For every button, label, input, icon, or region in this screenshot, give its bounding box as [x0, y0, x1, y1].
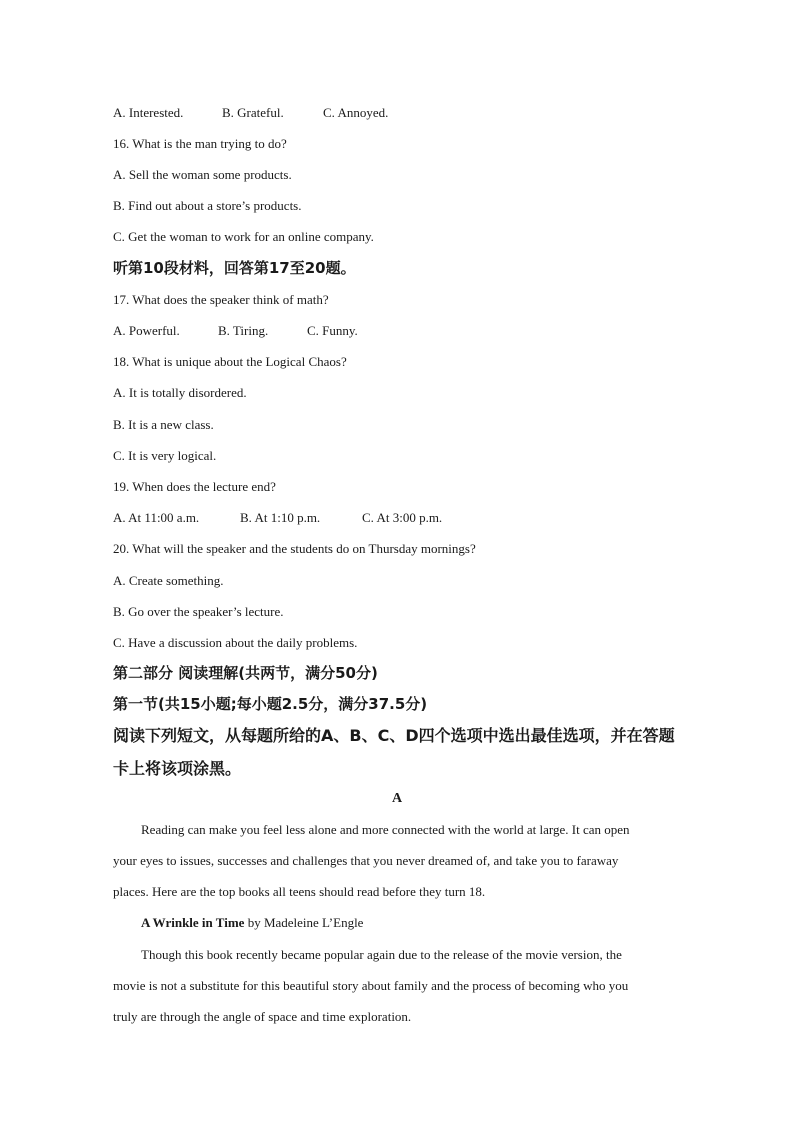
q19-option-a: A. At 11:00 a.m.: [113, 510, 200, 525]
q17-options: [113, 323, 358, 339]
passage-label: A: [391, 791, 403, 806]
book1-title: A Wrinkle in Time: [141, 915, 245, 930]
q18-question: 18. What is unique about the Logical Chaos?: [113, 354, 347, 369]
book1-line-2: movie is not a substitute for this beautiful story about family and the process of becoming who you: [113, 978, 629, 993]
q16-option-b: B. Find out about a store’s products.: [113, 198, 302, 213]
q16-question: 16. What is the man trying to do?: [113, 136, 287, 151]
book1-line-1: Though this book recently became popular again due to the release of the movie version, the: [141, 947, 622, 962]
q15-option-c: C. Annoyed.: [323, 105, 389, 120]
book1-line-3: truly are through the angle of space and time exploration.: [113, 1009, 412, 1024]
instructions-line-2: 卡上将该项涂黑。: [113, 759, 242, 778]
q17-question: 17. What does the speaker think of math?: [113, 292, 329, 307]
q17-option-a: A. Powerful.: [113, 323, 180, 338]
q19-option-c: C. At 3:00 p.m.: [362, 510, 443, 525]
q17-option-c: C. Funny.: [307, 323, 358, 338]
q20-question: 20. What will the speaker and the students do on Thursday mornings?: [113, 541, 476, 556]
book1-heading: [141, 915, 701, 931]
section1-heading: 第一节(共15小题;每小题2.5分，满分37.5分): [113, 695, 428, 713]
q19-question: 19. When does the lecture end?: [113, 479, 276, 494]
q18-option-a: A. It is totally disordered.: [113, 385, 247, 400]
intro-line-2: your eyes to issues, successes and challenges that you never dreamed of, and take you to faraway: [113, 853, 619, 868]
q19-option-b: B. At 1:10 p.m.: [240, 510, 321, 525]
q15-option-a: A. Interested.: [113, 105, 184, 120]
book1-author: by Madeleine L’Engle: [244, 915, 364, 930]
q18-option-c: C. It is very logical.: [113, 448, 217, 463]
q16-option-a: A. Sell the woman some products.: [113, 167, 292, 182]
section-10-heading: 听第10段材料，回答第17至20题。: [113, 259, 356, 277]
q19-options: [113, 510, 442, 526]
q15-option-b: B. Grateful.: [222, 105, 284, 120]
part2-heading: 第二部分 阅读理解(共两节，满分50分): [113, 664, 378, 682]
q20-option-a: A. Create something.: [113, 573, 224, 588]
q16-option-c: C. Get the woman to work for an online company.: [113, 229, 374, 244]
q20-option-b: B. Go over the speaker’s lecture.: [113, 604, 284, 619]
q15-options: [113, 105, 388, 121]
q18-option-b: B. It is a new class.: [113, 417, 214, 432]
intro-line-1: Reading can make you feel less alone and more connected with the world at large. It can open: [141, 822, 630, 837]
instructions-line-1: 阅读下列短文，从每题所给的A、B、C、D四个选项中选出最佳选项，并在答题: [113, 726, 675, 745]
intro-line-3: places. Here are the top books all teens should read before they turn 18.: [113, 884, 486, 899]
q17-option-b: B. Tiring.: [218, 323, 269, 338]
q20-option-c: C. Have a discussion about the daily problems.: [113, 635, 358, 650]
